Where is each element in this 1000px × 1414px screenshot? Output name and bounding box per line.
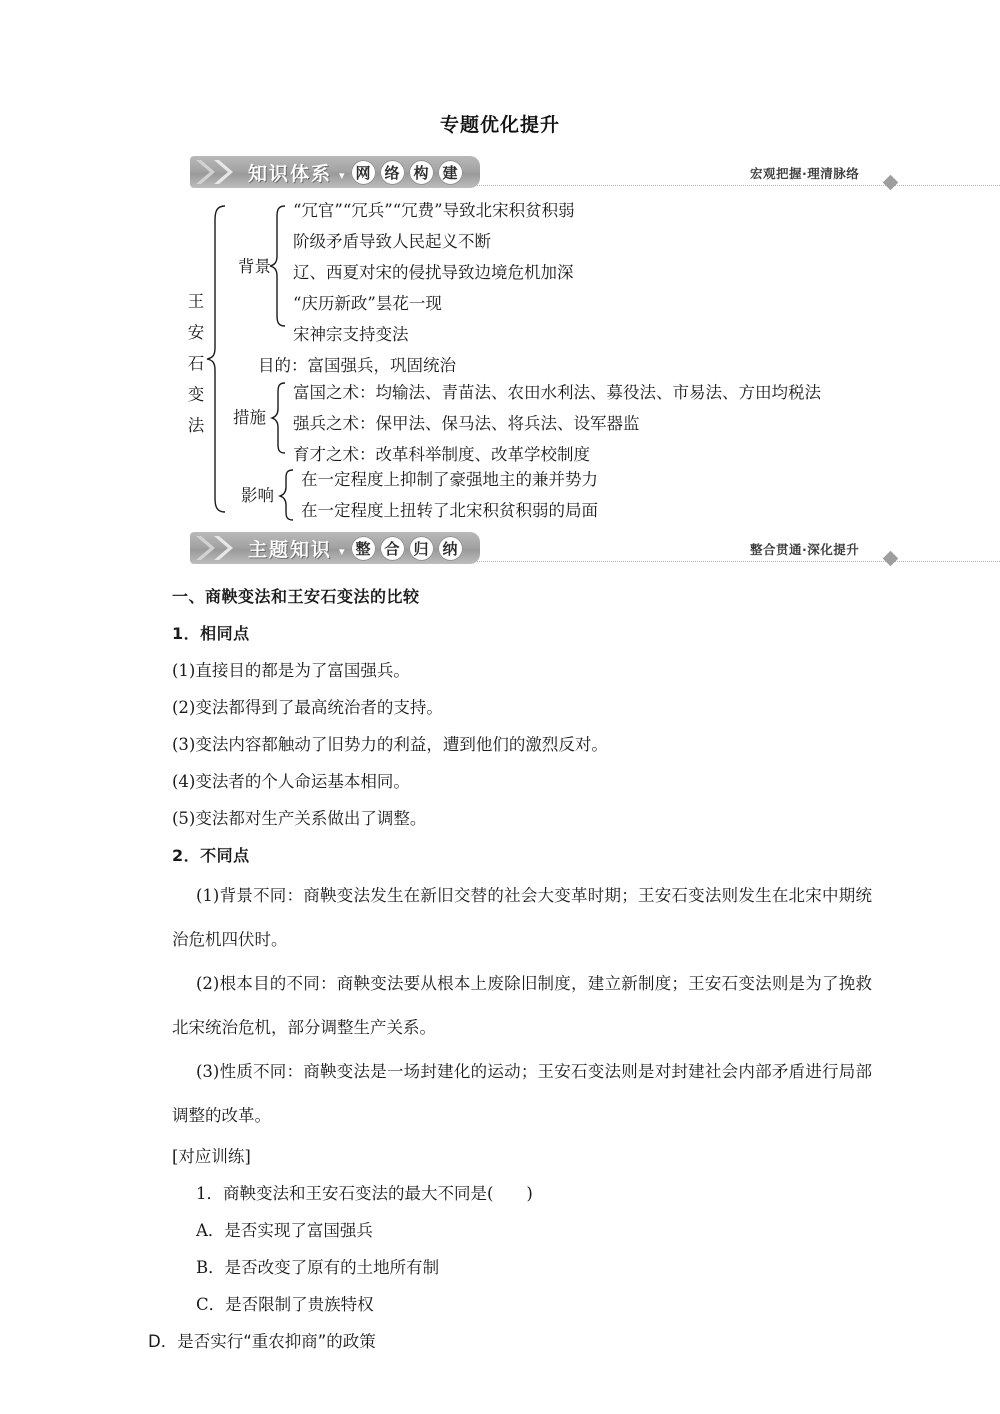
mindmap-leaf-impact-1: 在一定程度上抑制了豪强地主的兼并势力 <box>301 470 598 489</box>
banner-bar <box>190 532 480 564</box>
list-item: (3)变法内容都触动了旧势力的利益，遭到他们的激烈反对。 <box>172 735 608 754</box>
mindmap-root-char-5: 法 <box>187 416 205 435</box>
subsection-heading-diff: 2．不同点 <box>172 846 250 865</box>
mindmap-leaf-background-1: “冗官”“冗兵”“冗费”导致北宋积贫积弱 <box>293 201 575 220</box>
article-body <box>148 578 872 1360</box>
mindmap-leaf-background-2: 阶级矛盾导致人民起义不断 <box>293 232 491 251</box>
banner-title: 知识体系 <box>248 162 333 185</box>
banner-subtitle: 宏观把握·理清脉络 <box>750 166 860 181</box>
paragraph: (3)性质不同：商鞅变法是一场封建化的运动；王安石变法则是对封建社会内部矛盾进行局部调整的改革。 <box>172 1062 872 1125</box>
diamond-marker-icon <box>883 175 899 191</box>
mindmap-root-char-4: 变 <box>187 385 205 404</box>
option-d[interactable]: D．是否实行“重农抑商”的政策 <box>148 1332 376 1351</box>
banner-separator-icon: ▾ <box>339 168 345 182</box>
mindmap-leaf-impact-2: 在一定程度上扭转了北宋积贫积弱的局面 <box>301 501 598 520</box>
banner-separator-icon: ▾ <box>339 544 345 558</box>
mindmap-branch-label-impact: 影响 <box>241 486 274 505</box>
option-c[interactable]: C．是否限制了贵族特权 <box>196 1295 374 1314</box>
banner-cap-3: 构 <box>409 160 434 185</box>
question-stem: 1．商鞅变法和王安石变法的最大不同是( ) <box>196 1184 533 1203</box>
mindmap-leaf-background-5: 宋神宗支持变法 <box>293 325 409 344</box>
mindmap-wangAnshi-reform <box>185 198 905 523</box>
banner-cap-group <box>351 536 467 561</box>
option-b[interactable]: B．是否改变了原有的土地所有制 <box>196 1258 440 1277</box>
banner-cap-3: 归 <box>409 536 434 561</box>
banner-cap-2: 合 <box>380 536 405 561</box>
page-title: 专题优化提升 <box>439 114 560 136</box>
banner-cap-4: 建 <box>438 160 463 185</box>
exercise-label: [对应训练] <box>172 1147 251 1166</box>
mindmap-leaf-background-4: “庆历新政”昙花一现 <box>293 294 442 313</box>
mindmap-branch-label-background: 背景 <box>238 257 271 276</box>
section-banner-knowledge-system <box>190 156 890 188</box>
double-chevron-icon <box>190 532 248 564</box>
paragraph: (2)根本目的不同：商鞅变法要从根本上废除旧制度，建立新制度；王安石变法则是为了挽救北宋统治危机，部分调整生产关系。 <box>172 974 872 1037</box>
option-a[interactable]: A．是否实现了富国强兵 <box>196 1221 373 1240</box>
diamond-marker-icon <box>883 551 899 567</box>
mindmap-leaf-purpose: 目的：富国强兵，巩固统治 <box>258 356 456 375</box>
paragraph: (1)背景不同：商鞅变法发生在新旧交替的社会大变革时期；王安石变法则发生在北宋中期统治危机四伏时。 <box>172 886 872 949</box>
mindmap-branch-label-measures: 措施 <box>233 408 266 427</box>
mindmap-root-char-2: 安 <box>187 323 205 342</box>
list-item: (5)变法都对生产关系做出了调整。 <box>172 809 427 828</box>
mindmap-root-char-1: 王 <box>187 292 205 311</box>
banner-cap-group <box>351 160 467 185</box>
mindmap-leaf-background-3: 辽、西夏对宋的侵扰导致边境危机加深 <box>293 263 574 282</box>
list-item: (4)变法者的个人命运基本相同。 <box>172 772 410 791</box>
banner-title: 主题知识 <box>248 538 333 561</box>
section-heading: 一、商鞅变法和王安石变法的比较 <box>172 587 420 606</box>
list-item: (1)直接目的都是为了富国强兵。 <box>172 661 410 680</box>
list-item: (2)变法都得到了最高统治者的支持。 <box>172 698 443 717</box>
mindmap-root-char-3: 石 <box>187 354 205 373</box>
mindmap-leaf-measures-3: 育才之术：改革科举制度、改革学校制度 <box>293 445 590 464</box>
section-banner-topic-knowledge <box>190 532 890 564</box>
banner-cap-2: 络 <box>380 160 405 185</box>
banner-cap-1: 整 <box>351 536 376 561</box>
banner-subtitle: 整合贯通·深化提升 <box>750 542 860 557</box>
subsection-heading-same: 1．相同点 <box>172 624 250 643</box>
banner-cap-4: 纳 <box>438 536 463 561</box>
mindmap-leaf-measures-2: 强兵之术：保甲法、保马法、将兵法、设军器监 <box>293 414 640 433</box>
double-chevron-icon <box>190 156 248 188</box>
mindmap-leaf-measures-1: 富国之术：均输法、青苗法、农田水利法、募役法、市易法、方田均税法 <box>293 383 821 402</box>
banner-bar <box>190 156 480 188</box>
banner-cap-1: 网 <box>351 160 376 185</box>
